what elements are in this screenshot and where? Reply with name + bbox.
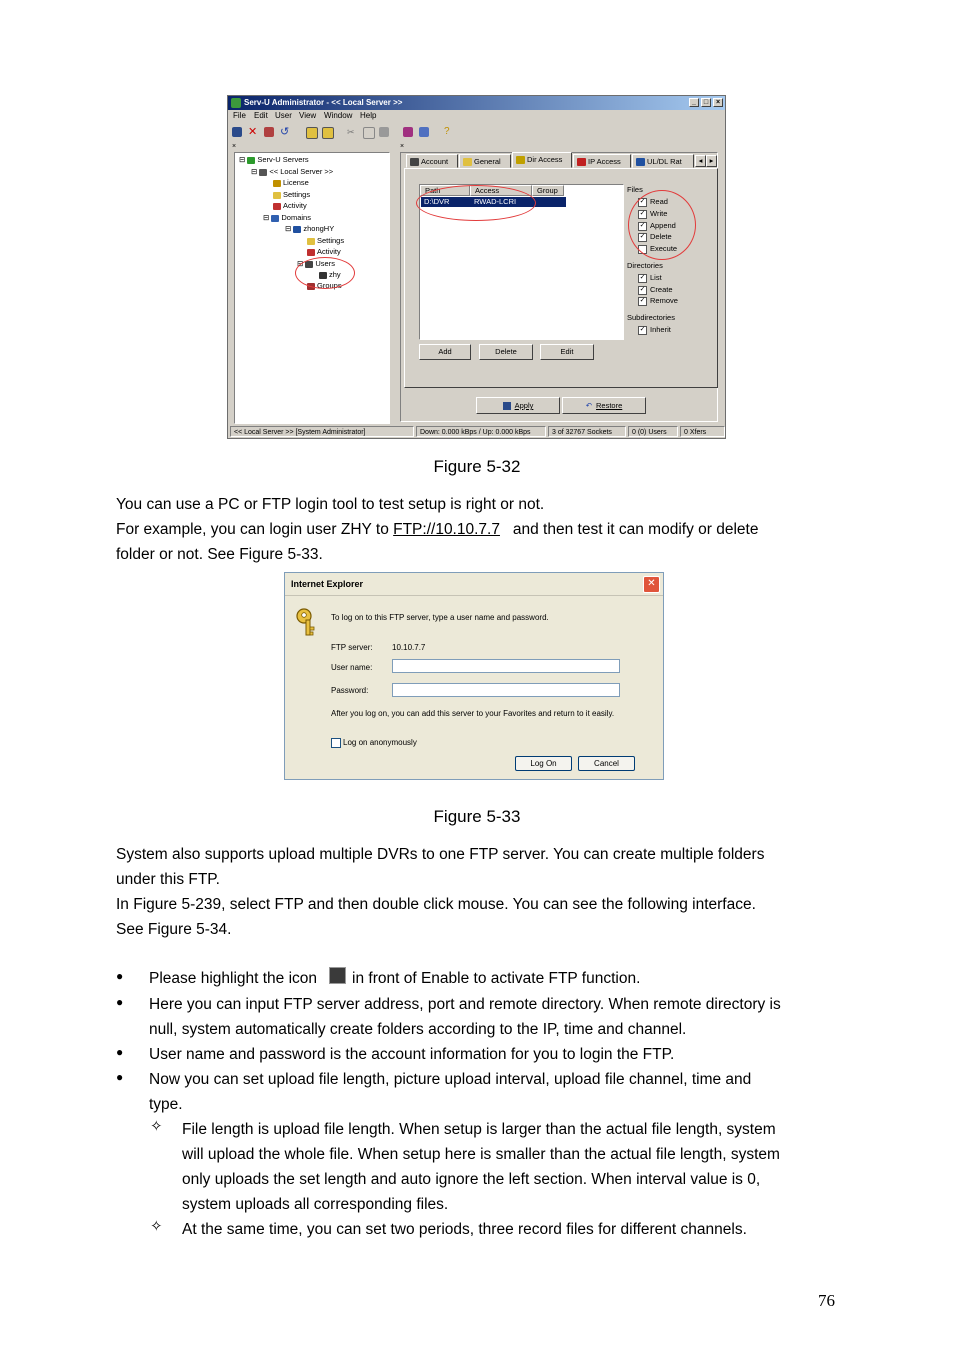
close-icon[interactable]: × <box>713 98 723 107</box>
tab-account[interactable]: Account <box>406 154 458 168</box>
bullet-text: type. <box>149 1096 183 1113</box>
tree-item-users[interactable]: ⊟ Users <box>297 259 335 268</box>
domains-icon <box>271 215 279 222</box>
paragraph-line: folder or not. See Figure 5-33. <box>116 546 323 563</box>
tree-item-domain-settings[interactable]: Settings <box>307 236 344 245</box>
settings-icon <box>273 192 281 199</box>
save-icon[interactable] <box>232 127 242 137</box>
undo-icon: ↶ <box>585 401 593 410</box>
tree-item-zhonghy[interactable]: ⊟ zhongHY <box>285 224 335 233</box>
tree-item-groups[interactable]: Groups <box>307 281 342 290</box>
sub-bullet-text: system uploads all corresponding files. <box>182 1196 449 1213</box>
bullet-text: Here you can input FTP server address, port and remote directory. When remote directory is <box>149 996 781 1013</box>
menu-view[interactable]: View <box>299 111 317 120</box>
list-checkbox[interactable]: ✓ List <box>639 273 662 282</box>
key-icon <box>295 607 321 637</box>
status-bar <box>230 426 725 437</box>
figure-caption: Figure 5-32 <box>433 457 521 476</box>
dialog-prompt: To log on to this FTP server, type a user name and password. <box>331 613 549 622</box>
servu-admin-screenshot <box>227 95 726 439</box>
dialog-note: After you log on, you can add this server to your Favorites and return to it easily. <box>331 709 615 718</box>
diamond-bullet-icon: ✧ <box>150 1118 163 1135</box>
sub-bullet-text: only uploads the set length and auto ignore the left section. When interval value is 0, <box>182 1171 761 1188</box>
status-xfers: 0 Xfers <box>680 426 725 437</box>
text-span: For example, you can login user ZHY to <box>116 521 394 538</box>
sub-bullet-text: At the same time, you can set two periods, three record files for different channels. <box>182 1221 747 1238</box>
password-field[interactable] <box>392 683 620 697</box>
dialog-title: Internet Explorer <box>291 579 364 589</box>
paragraph-line: In Figure 5-239, select FTP and then double click mouse. You can see the following interface. <box>116 896 756 913</box>
lock-icon <box>516 156 525 164</box>
annotation-circle <box>295 257 355 289</box>
annotation-circle <box>628 190 696 260</box>
status-server: << Local Server >> [System Administrator] <box>230 426 414 437</box>
bullet-icon: ● <box>116 995 124 1009</box>
delete-checkbox[interactable]: ✓ Delete <box>639 232 672 241</box>
minimize-icon[interactable]: _ <box>689 98 699 107</box>
refresh-icon[interactable]: ↺ <box>280 126 290 138</box>
tab-general[interactable]: General <box>459 154 511 168</box>
ftp-server-label: FTP server: <box>331 643 373 652</box>
append-checkbox[interactable]: ✓ Append <box>639 221 676 230</box>
pane-close-icon[interactable]: × <box>232 143 237 150</box>
column-group[interactable]: Group <box>532 185 564 196</box>
checkbox-box[interactable] <box>331 738 341 748</box>
activity-icon <box>307 249 315 256</box>
server-icon <box>259 169 267 176</box>
pane-close-icon[interactable]: × <box>400 143 405 150</box>
sub-bullet-text: will upload the whole file. When setup here is smaller than the actual file length, system <box>182 1146 780 1163</box>
bullet-icon: ● <box>116 1070 124 1084</box>
cut-icon[interactable]: ✂ <box>347 127 355 137</box>
tab-dir-access[interactable]: Dir Access <box>512 152 572 168</box>
ip-icon <box>577 158 586 166</box>
directories-label: Directories <box>627 261 663 270</box>
delete-button[interactable]: Delete <box>479 344 533 360</box>
status-users: 0 (0) Users <box>628 426 678 437</box>
dir-access-list[interactable] <box>419 184 624 340</box>
page-number: 76 <box>818 1291 835 1310</box>
monitor-icon[interactable] <box>419 127 429 137</box>
bullet-text: User name and password is the account information for you to login the FTP. <box>149 1046 675 1063</box>
user-name-label: User name: <box>331 663 373 672</box>
tree-item-license[interactable]: License <box>273 178 309 187</box>
tab-ul-dl-ratio[interactable]: UL/DL Rat <box>632 154 694 168</box>
paragraph-line: System also supports upload multiple DVRs to one FTP server. You can create multiple folders <box>116 846 765 863</box>
tree-item-servers[interactable]: ⊟ Serv-U Servers <box>239 155 309 164</box>
tree-item-zhy[interactable]: zhy <box>319 270 341 279</box>
servu-icon <box>247 157 255 164</box>
menu-window[interactable]: Window <box>324 111 353 120</box>
diamond-bullet-icon: ✧ <box>150 1218 163 1235</box>
text-span: in front of Enable to activate FTP function. <box>352 970 641 987</box>
activity-icon <box>273 203 281 210</box>
paragraph-line: under this FTP. <box>116 871 220 888</box>
dialog-title-bar <box>285 573 663 596</box>
files-label: Files <box>627 185 643 194</box>
bullet-icon: ● <box>116 1045 124 1059</box>
delete-icon[interactable]: ✕ <box>248 126 258 138</box>
cancel-button[interactable]: Cancel <box>578 756 635 771</box>
execute-checkbox[interactable]: Execute <box>638 244 677 254</box>
servu-menu-bar <box>228 111 725 123</box>
menu-edit[interactable]: Edit <box>254 111 268 120</box>
save-icon <box>503 402 511 410</box>
password-label: Password: <box>331 686 369 695</box>
tree-item-activity[interactable]: Activity <box>273 201 307 210</box>
paste-icon[interactable] <box>379 127 389 137</box>
servu-logo-icon <box>231 98 241 108</box>
column-path[interactable]: Path <box>420 185 470 196</box>
ftp-server-value: 10.10.7.7 <box>392 643 426 652</box>
menu-file[interactable]: File <box>233 111 246 120</box>
domain-icon <box>293 226 301 233</box>
ratio-icon <box>636 158 645 166</box>
user-name-field[interactable] <box>392 659 620 673</box>
write-checkbox[interactable]: ✓ Write <box>639 209 668 218</box>
bullet-text: null, system automatically create folders according to the IP, time and channel. <box>149 1021 687 1038</box>
close-icon[interactable]: ✕ <box>643 576 660 593</box>
figure-caption: Figure 5-33 <box>433 807 521 826</box>
folder-up-icon[interactable] <box>306 127 318 139</box>
anonymous-label: Log on anonymously <box>343 738 417 748</box>
paragraph-line <box>116 517 758 542</box>
servu-window-title: Serv-U Administrator - << Local Server >> <box>244 98 403 107</box>
maximize-icon[interactable]: □ <box>701 98 711 107</box>
column-access[interactable]: Access <box>470 185 532 196</box>
restore-button[interactable]: ↶ Restore <box>562 397 646 414</box>
add-button[interactable]: Add <box>419 344 471 360</box>
enable-checkbox-icon <box>329 967 346 984</box>
servu-title-bar <box>228 96 725 110</box>
ie-login-dialog <box>284 572 664 780</box>
settings-icon <box>307 238 315 245</box>
menu-user[interactable]: User <box>275 111 292 120</box>
text-span: and then test it can modify or delete <box>499 521 759 538</box>
create-checkbox[interactable]: ✓ Create <box>639 285 673 294</box>
key-icon <box>273 180 281 187</box>
row-access: RWAD-LCRI <box>474 197 517 206</box>
menu-help[interactable]: Help <box>360 111 377 120</box>
ftp-link[interactable]: FTP://10.10.7.7 <box>393 521 500 538</box>
edit-button[interactable]: Edit <box>540 344 594 360</box>
folder-icon[interactable] <box>322 127 334 139</box>
tree-item-domain-activity[interactable]: Activity <box>307 247 341 256</box>
tree-item-local-server[interactable]: ⊟ << Local Server >> <box>251 167 334 176</box>
tab-scroll-left-icon[interactable]: ◂ <box>695 155 706 167</box>
tools-icon[interactable] <box>403 127 413 137</box>
annotation-circle <box>416 185 536 221</box>
remove-checkbox[interactable]: ✓ Remove <box>639 296 678 305</box>
help-icon[interactable]: ? <box>444 126 450 137</box>
row-path: D:\DVR <box>424 197 450 206</box>
bullet-icon: ● <box>116 969 124 983</box>
status-sockets: 3 of 32767 Sockets <box>548 426 626 437</box>
status-bandwidth: Down: 0.000 kBps / Up: 0.000 kBps <box>416 426 546 437</box>
tree-item-settings[interactable]: Settings <box>273 190 310 199</box>
paragraph-line: See Figure 5-34. <box>116 921 232 938</box>
settings-icon <box>463 158 472 166</box>
bullet-text <box>149 966 640 991</box>
read-checkbox[interactable]: ✓ Read <box>639 197 668 206</box>
tab-ip-access[interactable]: IP Access <box>573 154 631 168</box>
paragraph-line: You can use a PC or FTP login tool to test setup is right or not. <box>116 496 545 513</box>
inherit-checkbox[interactable]: ✓ Inherit <box>639 325 671 334</box>
sub-bullet-text: File length is upload file length. When setup is larger than the actual file length, system <box>182 1121 776 1138</box>
text-span: Please highlight the icon <box>149 970 318 987</box>
user-icon <box>410 158 419 166</box>
server-tree <box>234 152 390 424</box>
subdirectories-label: Subdirectories <box>627 313 675 322</box>
servu-toolbar <box>230 126 490 140</box>
tab-scroll-right-icon[interactable]: ▸ <box>706 155 717 167</box>
apply-button[interactable]: Apply <box>476 397 560 414</box>
logon-button[interactable]: Log On <box>515 756 572 771</box>
anonymous-checkbox[interactable] <box>331 738 417 748</box>
user-icon[interactable] <box>264 127 274 137</box>
copy-icon[interactable] <box>363 127 375 139</box>
bullet-text: Now you can set upload file length, picture upload interval, upload file channel, time and <box>149 1071 752 1088</box>
tree-item-domains[interactable]: ⊟ Domains <box>263 213 311 222</box>
